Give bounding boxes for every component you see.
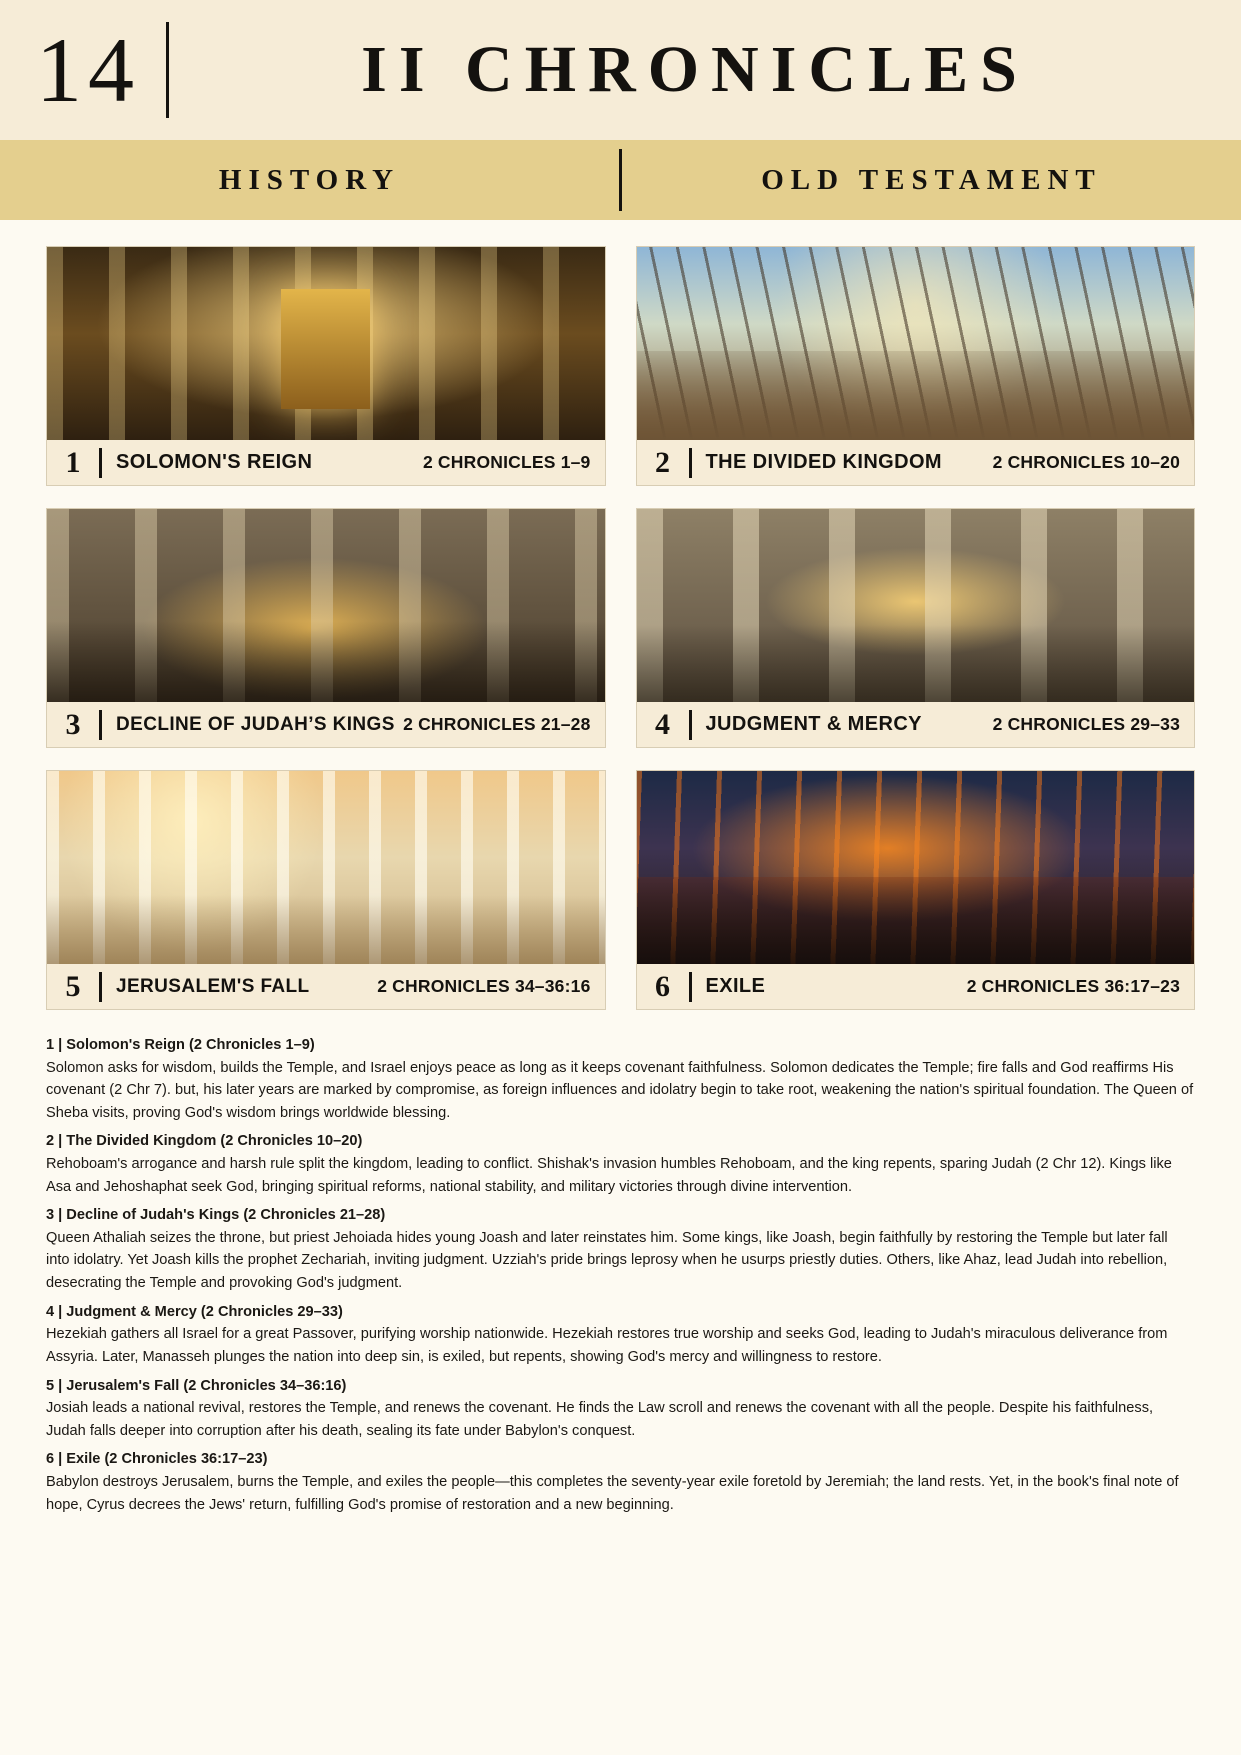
summary-body-3: Queen Athaliah seizes the throne, but priest Jehoiada hides young Joash and later reinstates him. Some kings, like Joash, begin faithfully by restoring the Temple but later fall into idolatry. Yet Joash kills the prophet Zechariah, inviting judgment. Uzziah's pride brings leprosy when he usurps priestly duties. Others, like Ahaz, lead Judah into rebellion, desecrating the Temple and provoking God's judgment. <box>46 1229 1168 1292</box>
summary-body-6: Babylon destroys Jerusalem, burns the Temple, and exiles the people—this completes the seventy-year exile foretold by Jeremiah; the land rests. Yet, in the book's final note of hope, Cyrus decrees the Jews' return, fulfilling God's promise of restoration and a new beginning. <box>46 1473 1179 1513</box>
section-caption-bar-3 <box>47 702 605 747</box>
section-reference-3: 2 CHRONICLES 21–28 <box>403 714 591 734</box>
summaries-section <box>0 1010 1241 1516</box>
testament-label: OLD TESTAMENT <box>761 163 1102 196</box>
summary-heading-4: 4 | Judgment & Mercy (2 Chronicles 29–33) <box>46 1303 343 1320</box>
book-title: II CHRONICLES <box>361 33 1029 106</box>
section-card-1[interactable] <box>46 246 606 486</box>
section-title-6: EXILE <box>705 975 766 997</box>
section-reference-4: 2 CHRONICLES 29–33 <box>992 714 1180 734</box>
section-caption-bar-1 <box>47 440 605 485</box>
section-reference-1: 2 CHRONICLES 1–9 <box>422 452 591 472</box>
section-title-2: THE DIVIDED KINGDOM <box>705 451 942 473</box>
section-reference-5: 2 CHRONICLES 34–36:16 <box>377 976 591 996</box>
section-caption-bar-4 <box>637 702 1195 747</box>
section-card-6[interactable] <box>636 770 1196 1010</box>
section-title-5: JERUSALEM'S FALL <box>116 975 310 997</box>
summary-heading-1: 1 | Solomon's Reign (2 Chronicles 1–9) <box>46 1037 315 1053</box>
chapter-number: 14 <box>36 19 140 121</box>
section-number-2: 2 <box>655 445 670 479</box>
summary-heading-6: 6 | Exile (2 Chronicles 36:17–23) <box>46 1451 268 1468</box>
summary-heading-3: 3 | Decline of Judah's Kings (2 Chronicles 21–28) <box>46 1207 386 1224</box>
summary-body-1: Solomon asks for wisdom, builds the Temple, and Israel enjoys peace as long as it keeps covenant faithfulness. Solomon dedicates the Temple; fire falls and God reaffirms His covenant (2 Chr 7). but, his later years are marked by compromise, as foreign influences and idolatry begin to take root, weakening the nation's spiritual foundation. The Queen of Sheba visits, proving God's wisdom brings worldwide blessing. <box>46 1059 1194 1121</box>
section-number-4: 4 <box>655 707 670 741</box>
summary-heading-5: 5 | Jerusalem's Fall (2 Chronicles 34–36:16) <box>46 1377 347 1394</box>
section-title-4: JUDGMENT & MERCY <box>705 713 922 735</box>
category-label: HISTORY <box>218 163 401 196</box>
section-caption-bar-5 <box>47 964 605 1009</box>
section-illustration-3 <box>47 509 605 702</box>
section-illustration-5 <box>47 771 605 964</box>
section-illustration-1 <box>47 247 605 440</box>
section-title-1: SOLOMON'S REIGN <box>116 451 313 473</box>
section-reference-6: 2 CHRONICLES 36:17–23 <box>966 976 1180 996</box>
summary-body-5: Josiah leads a national revival, restores the Temple, and renews the covenant. He finds the Law scroll and renews the covenant with all the people. Despite his faithfulness, Judah falls deeper into corruption after his death, sealing its fate under Babylon's conquest. <box>46 1400 1154 1439</box>
section-illustration-4 <box>637 509 1195 702</box>
section-number-3: 3 <box>65 707 81 741</box>
section-illustration-6 <box>637 771 1195 964</box>
section-card-2[interactable] <box>636 246 1196 486</box>
section-caption-bar-2 <box>637 440 1195 485</box>
section-card-5[interactable] <box>46 770 606 1010</box>
summary-body-2: Rehoboam's arrogance and harsh rule split the kingdom, leading to conflict. Shishak's invasion humbles Rehoboam, and the king repents, sparing Judah (2 Chr 12). Kings like Asa and Jehoshaphat seek God, bringing spiritual reforms, national stability, and military victories through divine intervention. <box>46 1156 1172 1195</box>
section-reference-2: 2 CHRONICLES 10–20 <box>992 452 1180 472</box>
summary-body-4: Hezekiah gathers all Israel for a great Passover, purifying worship nationwide. Hezekiah restores true worship and seeks God, leading to Judah's miraculous deliverance from Assyria. Later, Manasseh plunges the nation into deep sin, is exiled, but repents, showing God's mercy and willingness to restore. <box>46 1326 1168 1365</box>
section-number-1: 1 <box>65 445 81 479</box>
section-caption-bar-6 <box>637 964 1195 1009</box>
page-subheader <box>0 140 1241 220</box>
section-number-5: 5 <box>65 969 81 1003</box>
section-number-6: 6 <box>655 969 670 1003</box>
section-card-4[interactable] <box>636 508 1196 748</box>
section-illustration-2 <box>637 247 1195 440</box>
section-card-3[interactable] <box>46 508 606 748</box>
section-card-grid <box>0 220 1241 1010</box>
page-header <box>0 0 1241 140</box>
section-title-3: DECLINE OF JUDAH’S KINGS <box>116 713 395 735</box>
summary-heading-2: 2 | The Divided Kingdom (2 Chronicles 10–20) <box>46 1133 363 1150</box>
header-divider <box>166 22 169 118</box>
